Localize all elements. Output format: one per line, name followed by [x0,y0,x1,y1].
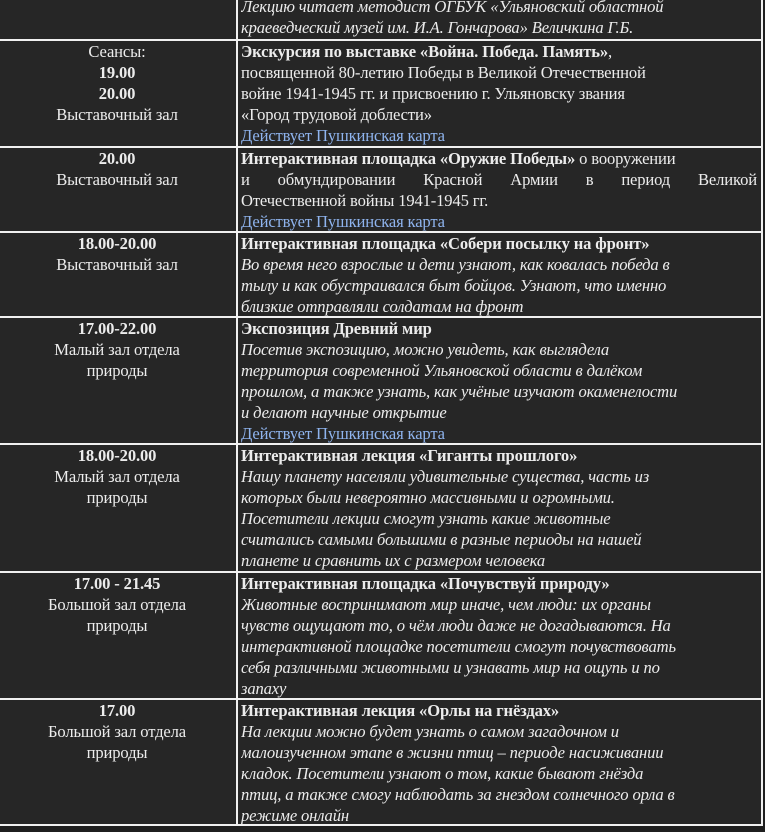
session-time: 20.00 [98,149,136,168]
session-time: 17.00-22.00 [77,319,157,338]
event-description-line: интерактивной площадке посетители смогут почувствовать [241,637,676,657]
venue-label: природы [86,616,148,636]
event-description-cell [238,233,761,316]
table-row [0,571,761,698]
description-line: посвященной 80-летию Победы в Великой Отечественной [241,63,646,83]
description-line: и обмундировании Красной Армии в период Великой [241,170,757,190]
event-description-line: считались самыми большими в разные периоды на нашей [241,530,642,550]
event-description-line: птиц, а также смогу наблюдать за гнездом солнечного орла в [241,785,675,805]
event-title: Интерактивная площадка «Почувствуй природу» [241,574,610,593]
event-description-cell [238,0,761,39]
event-description-line: Посетив экспозицию, можно увидеть, как выглядела [241,340,610,360]
table-row [0,146,761,231]
pushkin-card-link[interactable]: Действует Пушкинская карта [241,126,445,146]
venue-label: Выставочный зал [56,255,178,275]
event-description-line: Животные воспринимают мир иначе, чем люди: их органы [241,595,651,615]
event-description-cell [238,445,761,571]
venue-label: Выставочный зал [56,105,178,125]
event-description-line: Лекцию читает методист ОГБУК «Ульяновский областной [241,0,664,16]
event-description-line: краеведческий музей им. И.А. Гончарова» Величкина Г.Б. [241,18,634,38]
event-title: Интерактивная площадка «Собери посылку на фронт» [241,234,650,253]
description-line: войне 1941-1945 гг. и присвоению г. Ульяновску звания [241,84,625,104]
table-row [0,443,761,571]
venue-label: природы [86,488,148,508]
event-description-line: кладок. Посетители узнают о том, какие бывают гнёзда [241,764,644,784]
session-time: 20.00 [98,84,136,104]
event-description-line: Нашу планету населяли удивительные существа, часть из [241,467,650,487]
description-line: «Город трудовой доблести» [241,105,432,125]
event-title-line [241,148,757,169]
time-location-cell [0,700,238,824]
venue-label: природы [86,361,148,381]
session-time: 18.00-20.00 [77,446,157,465]
event-title: Экспозиция Древний мир [241,319,432,338]
event-description-cell [238,41,761,146]
event-title-line [241,41,757,62]
event-description-cell [238,318,761,443]
description-line: Отечественной войны 1941-1945 гг. [241,191,489,211]
table-row [0,39,761,146]
venue-label: Большой зал отдела [48,722,186,742]
time-location-cell [0,318,238,443]
event-description-cell [238,700,761,824]
event-description-line: Во время него взрослые и дети узнают, как ковалась победа в [241,255,670,275]
event-description-line: Посетители лекции смогут узнать какие животные [241,509,611,529]
event-description-line: На лекции можно будет узнать о самом загадочном и [241,722,619,742]
pushkin-card-link[interactable]: Действует Пушкинская карта [241,424,445,444]
event-title-suffix: , [607,42,612,61]
event-title: Интерактивная площадка «Оружие Победы» [241,149,576,168]
event-description-line: прошлом, а также узнать, как учёные изучают окаменелости [241,382,678,402]
event-title: Интерактивная лекция «Гиганты прошлого» [241,446,578,465]
event-description-line: себя различными животными и узнавать мир на ощупь и по [241,658,660,678]
session-time: 17.00 [98,701,136,720]
event-description-line: и делают научные открытие [241,403,447,423]
venue-label: Сеансы: [88,42,146,61]
event-description-line: малоизученном этапе в жизни птиц – периоде насиживании [241,743,664,763]
event-title-suffix: о вооружении [575,149,676,168]
event-description-line: территория современной Ульяновской области в далёком [241,361,643,381]
event-description-line: планете и сравнить их с размером человека [241,551,546,571]
event-description-cell [238,148,761,231]
table-row [0,231,761,316]
event-title: Экскурсия по выставке «Война. Победа. Память» [241,42,608,61]
time-location-cell [0,445,238,571]
event-description-line: близкие отправляли солдатам на фронт [241,297,524,317]
event-description-line: тылу и как обустраивался быт бойцов. Узнают, что именно [241,276,667,296]
event-description-line: чувств ощущают то, о чём люди даже не догадываются. На [241,616,671,636]
time-location-cell [0,41,238,146]
event-title: Интерактивная лекция «Орлы на гнёздах» [241,701,560,720]
venue-label: природы [86,743,148,763]
venue-label: Малый зал отдела [54,340,180,360]
event-description-cell [238,573,761,698]
venue-label: Малый зал отдела [54,467,180,487]
venue-label: Большой зал отдела [48,595,186,615]
time-location-cell [0,573,238,698]
table-row [0,698,761,824]
pushkin-card-link[interactable]: Действует Пушкинская карта [241,212,445,232]
session-time: 19.00 [98,63,136,83]
table-row [0,316,761,443]
event-description-line: запаху [241,679,287,699]
time-location-cell [0,233,238,316]
session-time: 18.00-20.00 [77,234,157,253]
time-location-cell [0,148,238,231]
table-row [0,0,761,39]
event-description-line: режиме онлайн [241,806,349,826]
venue-label: Выставочный зал [56,170,178,190]
time-location-cell [0,0,238,39]
event-description-line: которых были невероятно массивными и огромными. [241,488,615,508]
session-time: 17.00 - 21.45 [73,574,161,593]
